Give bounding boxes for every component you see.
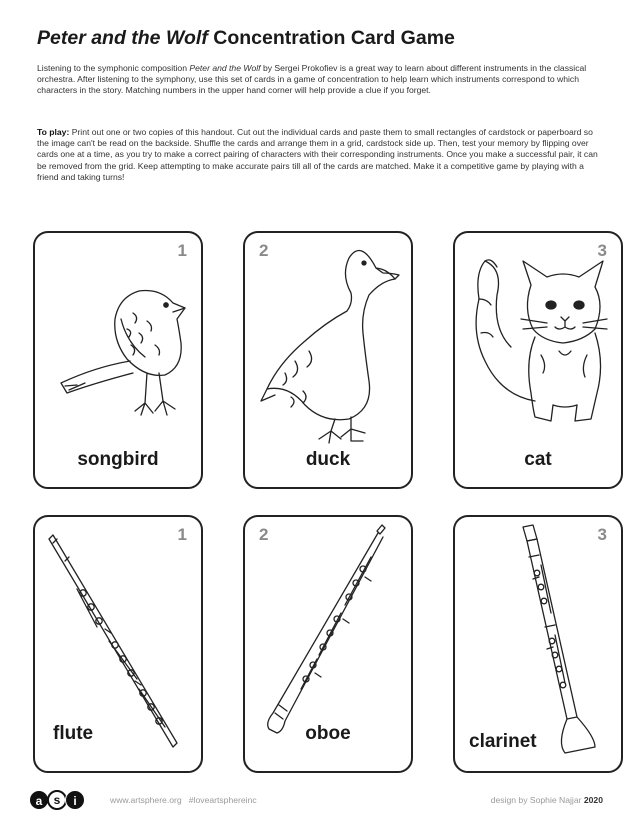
intro-after: by Sergei Prokofiev is a great way to learn about different instruments in the classical orchestra. After listening to the symphony, use this set of cards in a game of concentration to help learn which instruments correspond to which characters in the story. Matching numbers in the upper hand corner will help provide a clue if you forget. [37, 63, 587, 96]
intro-paragraph [37, 63, 605, 97]
title-rest: Concentration Card Game [207, 27, 455, 49]
card-clarinet[interactable] [453, 515, 623, 773]
logo-letter: a [29, 790, 49, 810]
footer-credit [491, 795, 603, 805]
how-to-label: To play: [37, 127, 70, 137]
intro-before: Listening to the symphonic composition [37, 63, 190, 73]
card-oboe[interactable] [243, 515, 413, 773]
card-number: 1 [177, 525, 187, 544]
card-songbird[interactable] [33, 231, 203, 489]
card-label: oboe [305, 723, 351, 744]
card-number: 2 [259, 241, 269, 260]
card-duck[interactable] [243, 231, 413, 489]
how-to-text: Print out one or two copies of this handout. Cut out the individual cards and paste them to small rectangles of cardstock or paperboard so the image can't be read on the backside. Shuffle the cards and arrange them in a grid, cardstock side up. Then, test your memory by flipping over cards one at a time, as you try to make a correct pairing of characters with their corresponding instruments. Once you make a successful pair, it can be removed from the grid. Keep attempting to make accurate pairs till all of the cards are matched. Make it a competitive game by playing with a friend and taking turns! [37, 127, 598, 182]
card-label: cat [524, 449, 552, 470]
card-number: 3 [597, 525, 607, 544]
logo-letter: i [65, 790, 85, 810]
intro-work: Peter and the Wolf [189, 63, 261, 73]
card-flute[interactable] [33, 515, 203, 773]
asi-logo [29, 790, 83, 810]
card-cat[interactable] [453, 231, 623, 489]
card-label: duck [305, 449, 351, 470]
card-number: 2 [259, 525, 269, 544]
title-work: Peter and the Wolf [37, 27, 208, 49]
how-to-play-paragraph [37, 127, 605, 183]
page-title [37, 27, 455, 50]
credit-text: design by Sophie Najjar [490, 795, 584, 805]
credit-year: 2020 [583, 795, 603, 805]
card-label: songbird [77, 449, 159, 470]
footer-links: www.artsphere.org #loveartsphereinc [110, 795, 257, 805]
card-number: 3 [597, 241, 607, 260]
card-label: flute [53, 723, 94, 744]
card-number: 1 [177, 241, 187, 260]
logo-letter: s [47, 790, 67, 810]
footer [0, 788, 637, 812]
card-label: clarinet [469, 731, 537, 752]
